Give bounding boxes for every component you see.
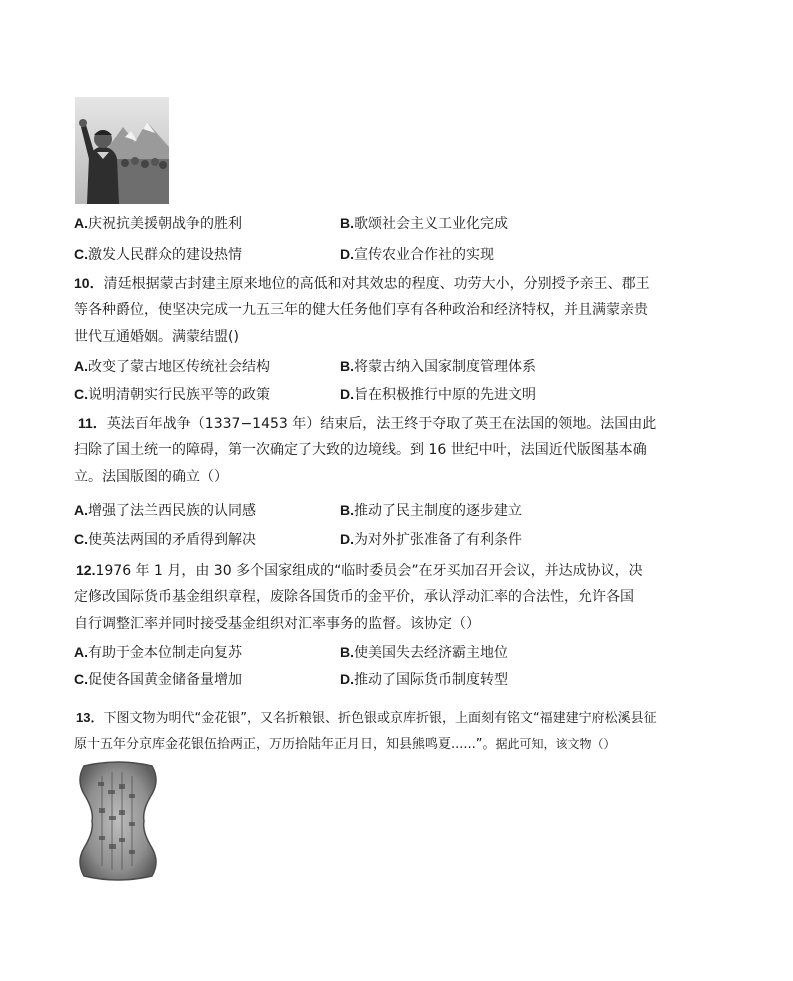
q11-stem-line-3: 立。法国版图的确立（） bbox=[74, 469, 228, 485]
q11-stem-line-2: 扫除了国土统一的障碍，第一次确定了大致的边境线。到 16 世纪中叶，法国近代版图基本确 bbox=[74, 442, 647, 458]
q13-number: 13． bbox=[76, 710, 104, 725]
q11-option-a: A.增强了法兰西民族的认同感 bbox=[74, 502, 256, 519]
q11-stem-line-1: 11．英法百年战争（1337−1453 年）结束后，法王终于夺取了英王在法国的领地。法国由此 bbox=[78, 415, 657, 432]
q12-option-a: A.有助于金本位制走向复苏 bbox=[74, 644, 242, 661]
q13-tail: 据此可知，该文物（） bbox=[495, 737, 616, 751]
q9-option-c-text: 激发人民群众的建设热情 bbox=[88, 247, 242, 263]
q12-option-d: D.推动了国际货币制度转型 bbox=[340, 671, 508, 688]
q13-stem-line-2: 原十五年分京库金花银伍拾两正，万历拾陆年正月日，知县熊鸣夏......”。据此可知，该文物（） bbox=[74, 737, 616, 752]
q12-option-b: B.使美国失去经济霸主地位 bbox=[340, 644, 508, 661]
poster-photo bbox=[75, 97, 169, 204]
q9-option-a-text: 庆祝抗美援朝战争的胜利 bbox=[88, 216, 242, 232]
q11-option-b: B.推动了民主制度的逐步建立 bbox=[340, 502, 522, 519]
silver-ingot-photo bbox=[72, 760, 164, 882]
q9-option-a: A.庆祝抗美援朝战争的胜利 bbox=[74, 215, 242, 232]
q10-option-c: C.说明清朝实行民族平等的政策 bbox=[74, 386, 270, 403]
q10-option-d: D.旨在积极推行中原的先进文明 bbox=[340, 386, 536, 403]
q9-option-d: D.宣传农业合作社的实现 bbox=[340, 246, 494, 263]
q9-option-c: C.激发人民群众的建设热情 bbox=[74, 246, 242, 263]
q9-option-b: B.歌颂社会主义工业化完成 bbox=[340, 215, 508, 232]
q10-number: 10． bbox=[74, 275, 104, 291]
q10-stem-line-2: 等各种爵位，使坚决完成一九五三年的健大任务他们享有各种政治和经济特权，并且满蒙亲贵 bbox=[74, 302, 648, 318]
q11-option-d: D.为对外扩张准备了有利条件 bbox=[340, 531, 522, 548]
q12-option-c: C.促使各国黄金储备量增加 bbox=[74, 671, 242, 688]
q12-stem-line-3: 自行调整汇率并同时接受基金组织对汇率事务的监督。该协定（） bbox=[74, 616, 480, 632]
q10-option-a: A.改变了蒙古地区传统社会结构 bbox=[74, 358, 270, 375]
q11-number: 11． bbox=[78, 415, 107, 431]
q10-stem-line-3: 世代互通婚姻。满蒙结盟() bbox=[74, 329, 239, 345]
q12-number: 12. bbox=[76, 562, 96, 578]
q13-stem-line-1: 13．下图文物为明代“金花银”，又名折粮银、折色银或京库折银，上面刻有铭文“福建建宁府松溪县征 bbox=[76, 710, 657, 726]
q12-stem-line-1: 12.1976 年 1 月，由 30 多个国家组成的“临时委员会”在牙买加召开会议，并达成协议，决 bbox=[76, 562, 643, 579]
q12-stem-line-2: 定修改国际货币基金组织章程，废除各国货币的金平价，承认浮动汇率的合法性，允许各国 bbox=[74, 589, 634, 605]
q10-stem-line-1: 10．清廷根据蒙古封建主原来地位的高低和对其效忠的程度、功劳大小，分别授予亲王、郡王 bbox=[74, 275, 650, 292]
q9-option-d-text: 宣传农业合作社的实现 bbox=[354, 247, 494, 263]
q11-option-c: C.使英法两国的矛盾得到解决 bbox=[74, 531, 256, 548]
q9-option-b-text: 歌颂社会主义工业化完成 bbox=[354, 216, 508, 232]
q10-option-b: B.将蒙古纳入国家制度管理体系 bbox=[340, 358, 536, 375]
